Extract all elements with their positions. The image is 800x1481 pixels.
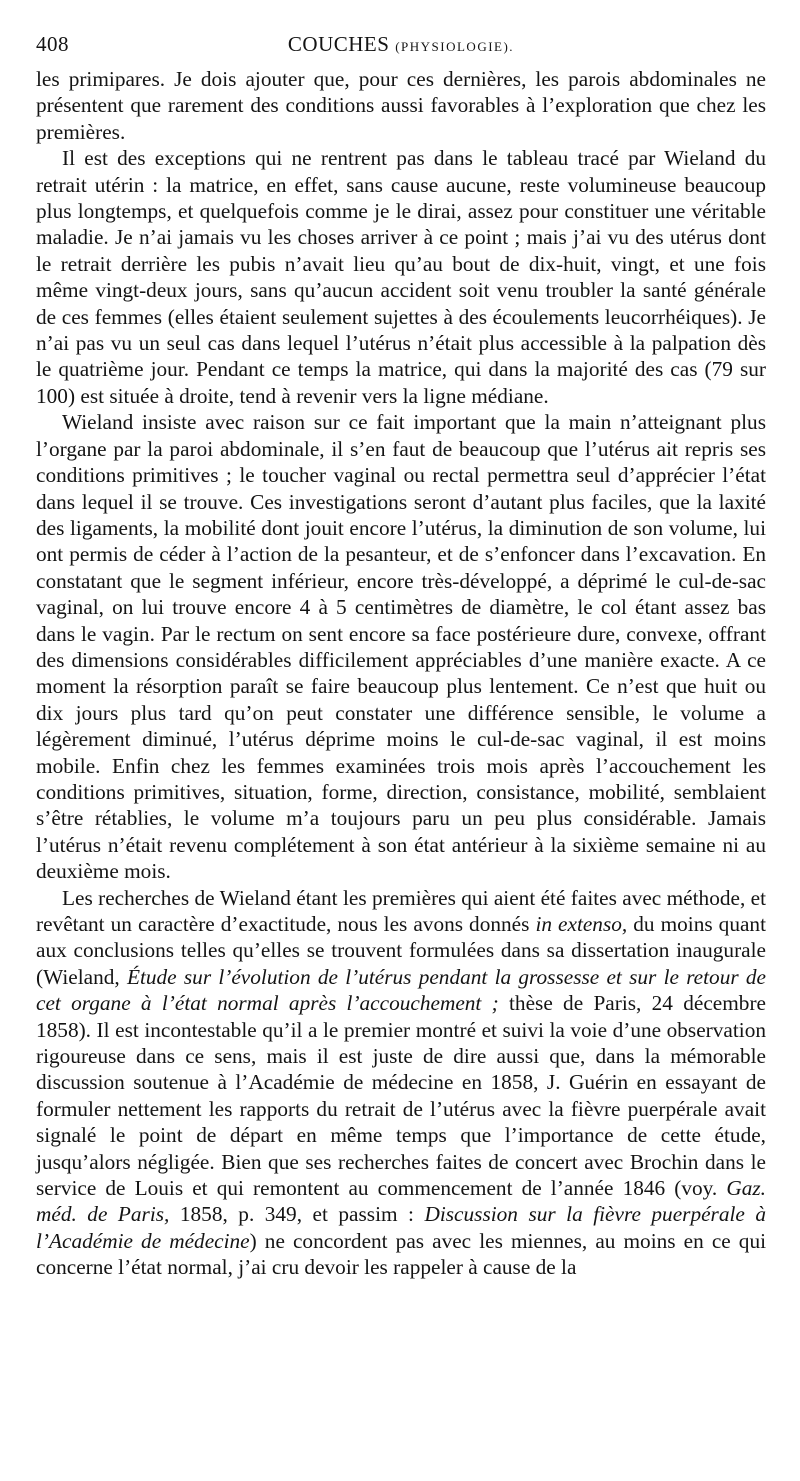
paragraph-2: Il est des exceptions qui ne rentrent pas dans le tableau tracé par Wieland du retrait utérin : la matrice, en effet, sans cause aucune, reste volumineuse beaucoup plus longtemps, et quelquefois comme je le dirai, assez pour constituer une véritable maladie. Je n’ai jamais vu les choses arriver à ce point ; mais j’ai vu des utérus dont le retrait derrière les pubis n’avait lieu qu’au bout de dix-huit, vingt, et une fois même vingt-deux jours, sans qu’aucun accident soit venu troubler la santé générale de ces femmes (elles étaient seulement sujettes à des écoulements leucorrhéiques). Je n’ai pas vu un seul cas dans lequel l’utérus n’était plus accessible à la palpation dès le quatrième jour. Pendant ce temps la matrice, qui dans la majorité des cas (79 sur 100) est située à droite, tend à revenir vers la ligne médiane. bbox=[36, 146, 766, 408]
paragraph-4-text-a: Les recherches de Wieland étant les premières qui aient été faites avec méthode, et revêtant un caractère d’exactitude, nous les avons donnés bbox=[36, 885, 766, 936]
running-title bbox=[36, 32, 766, 57]
paragraph-4-text-g: 1858, p. 349, et passim : bbox=[179, 1202, 414, 1227]
paragraph-4-italic-gazette: Gaz. méd. de Paris, bbox=[36, 1176, 766, 1227]
paragraph-4 bbox=[36, 885, 766, 1281]
paragraph-4-text-c: du moins quant aux conclusions telles qu’elles se trouvent formulées dans sa dissertation inaugurale (Wieland, bbox=[36, 912, 766, 989]
paragraph-4-text-e: thèse de Paris, 24 décembre 1858). Il est incontestable qu’il a le premier montré et suivi la voie d’une observation rigoureuse dans ce sens, mais il est juste de dire aussi que, dans la mémorable discussion soutenue à l’Académie de médecine en 1858, J. Guérin en essayant de formuler nettement les rapports du retrait de l’utérus avec la fièvre puerpérale avait signalé le point de départ en même temps que l’importance de cette étude, jusqu’alors négligée. Bien que ses recherches faites de concert avec Brochin dans le service de Louis et qui remontent au commencement de l’année 1846 (voy. bbox=[36, 991, 766, 1201]
paragraph-3: Wieland insiste avec raison sur ce fait important que la main n’atteignant plus l’organe par la paroi abdominale, il s’en faut de beaucoup que l’utérus ait repris ses conditions primitives ; le toucher vaginal ou rectal permettra seul d’apprécier l’état dans lequel il se trouve. Ces investigations seront d’autant plus faciles, que la laxité des ligaments, la mobilité dont jouit encore l’utérus, la diminution de son volume, lui ont permis de céder à l’action de la pesanteur, et de s’enfoncer dans l’excavation. En constatant que le segment inférieur, encore très-développé, a déprimé le cul-de-sac vaginal, on lui trouve encore 4 à 5 centimètres de diamètre, le col étant assez bas dans le vagin. Par le rectum on sent encore sa face postérieure dure, convexe, offrant des dimensions considérables difficilement appréciables d’une manière exacte. A ce moment la résorption paraît se faire beaucoup plus lentement. Ce n’est que huit ou dix jours plus tard qu’on peut constater une différence sensible, le volume a légèrement diminué, l’utérus déprime moins le cul-de-sac vaginal, il est moins mobile. Enfin chez les femmes examinées trois mois après l’accouchement les conditions primitives, situation, forme, direction, consistance, mobilité, semblaient s’être rétablies, le volume m’a toujours paru un peu plus considérable. Jamais l’utérus n’était revenu complétement à son état antérieur à la sixième semaine ni au deuxième mois. bbox=[36, 410, 766, 884]
body-text bbox=[36, 66, 766, 1281]
paragraph-4-italic-discussion: Discussion sur la fièvre puerpérale à l’Académie de médecine bbox=[36, 1202, 766, 1253]
running-head bbox=[36, 28, 766, 62]
page-number: 408 bbox=[36, 32, 69, 56]
paragraph-4-italic-in-extenso: in extenso, bbox=[535, 912, 628, 936]
running-title-subtitle: (PHYSIOLOGIE). bbox=[395, 39, 515, 54]
paragraph-1: les primipares. Je dois ajouter que, pour ces dernières, les parois abdominales ne présentent que rarement des conditions aussi favorables à l’exploration que chez les premières. bbox=[36, 67, 766, 144]
paragraph-4-text-i: ) ne concordent pas avec les miennes, au moins en ce qui concerne l’état normal, j’ai cru devoir les rappeler à cause de la bbox=[36, 1228, 767, 1280]
paragraph-4-italic-thesis-title: Étude sur l’évolution de l’utérus pendant la grossesse et sur le retour de cet organe à l’état normal après l’accouchement ; bbox=[36, 964, 766, 1016]
running-title-main: COUCHES bbox=[287, 32, 390, 56]
